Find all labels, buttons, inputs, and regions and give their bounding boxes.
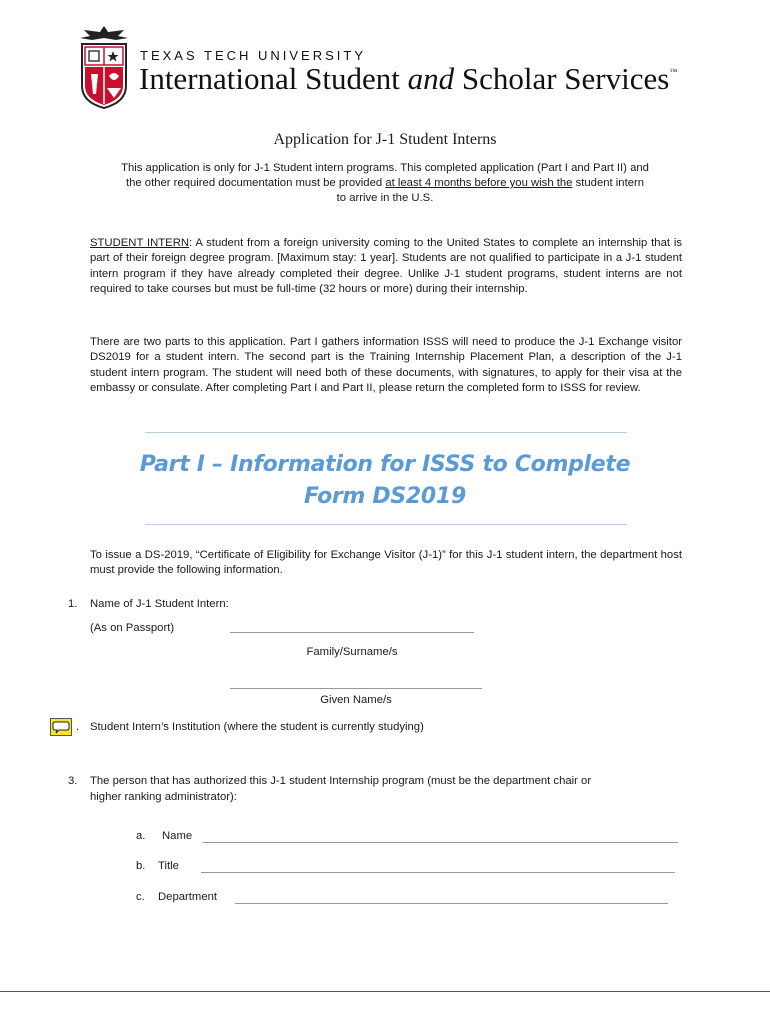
intro-text-2: student intern to arrive in the U.S. [336, 177, 645, 204]
part-one-heading-line1: Part I – Information for ISSS to Complete [139, 452, 631, 477]
comment-note-icon[interactable] [50, 718, 72, 736]
q1-label: Name of J-1 Student Intern: [90, 598, 229, 610]
trademark: ™ [669, 67, 678, 76]
family-name-caption: Family/Surname/s [306, 646, 398, 658]
tech-shield-logo [76, 24, 132, 110]
page-bottom-rule [0, 991, 770, 992]
q2-label: Student Intern’s Institution (where the student is currently studying) [90, 721, 424, 733]
heading-rule-bottom [145, 524, 627, 525]
office-name-and: and [407, 61, 455, 96]
intro-deadline: at least 4 months before you wish the [385, 177, 573, 189]
authorizer-department-field[interactable] [235, 903, 668, 904]
q3a-label: Name [162, 830, 193, 842]
q1-number: 1. [68, 598, 78, 610]
q3-number: 3. [68, 775, 78, 787]
intro-text-1: This application is only for J-1 Student intern programs. This completed application (Part I and Part II) and the other required documentation must be provided [121, 162, 649, 189]
definition-body: : A student from a foreign university coming to the United States to complete an internship that is part of their foreign degree program. [Maximum stay: 1 year]. Students are not qualified to participate in a J-1 student intern program if they have already completed their degree. Unlike J-1 student programs, student interns are not required to take courses but must be full-time (32 hours or more) during their internship. [90, 237, 682, 296]
student-intern-definition [90, 236, 682, 298]
given-name-field[interactable] [230, 688, 482, 689]
issue-paragraph: To issue a DS-2019, “Certificate of Eligibility for Exchange Visitor (J-1)” for this J-1 student intern, the department host must provide the following information. [90, 549, 682, 577]
q2-number-partial: . [76, 721, 80, 733]
q3b-letter: b. [136, 860, 146, 872]
authorizer-title-field[interactable] [201, 872, 675, 873]
intro-note [120, 161, 650, 206]
q3b-label: Title [158, 860, 179, 872]
q3-label-line1: The person that has authorized this J-1 student Internship program (must be the department chair or [90, 775, 592, 787]
q3c-letter: c. [136, 891, 145, 903]
q3-label-line2: higher ranking administrator): [90, 791, 237, 803]
university-name: TEXAS TECH UNIVERSITY [140, 48, 367, 63]
part-one-heading [0, 449, 770, 513]
definition-term: STUDENT INTERN [90, 237, 190, 249]
document-title: Application for J-1 Student Interns [273, 131, 497, 148]
office-name-part1: International Student [139, 61, 408, 96]
office-name [139, 61, 677, 97]
q3a-letter: a. [136, 830, 146, 842]
two-parts-paragraph: There are two parts to this application. Part I gathers information ISSS will need to produce the J-1 Exchange visitor DS2019 for a student intern. The second part is the Training Internship Placement Plan, a description of the J-1 student intern program. The student will need both of these documents, with signatures, to apply for their visa at the embassy or consulate. After completing Part I and Part II, please return the completed form to ISSS for review. [90, 336, 682, 395]
heading-rule-top [145, 432, 627, 433]
given-name-caption: Given Name/s [320, 694, 392, 706]
office-name-part2: Scholar Services [454, 61, 670, 96]
family-name-field[interactable] [230, 632, 474, 633]
authorizer-name-field[interactable] [203, 842, 678, 843]
q1-passport-note: (As on Passport) [90, 622, 175, 634]
q3c-label: Department [158, 891, 218, 903]
part-one-heading-line2: Form DS2019 [304, 484, 466, 509]
